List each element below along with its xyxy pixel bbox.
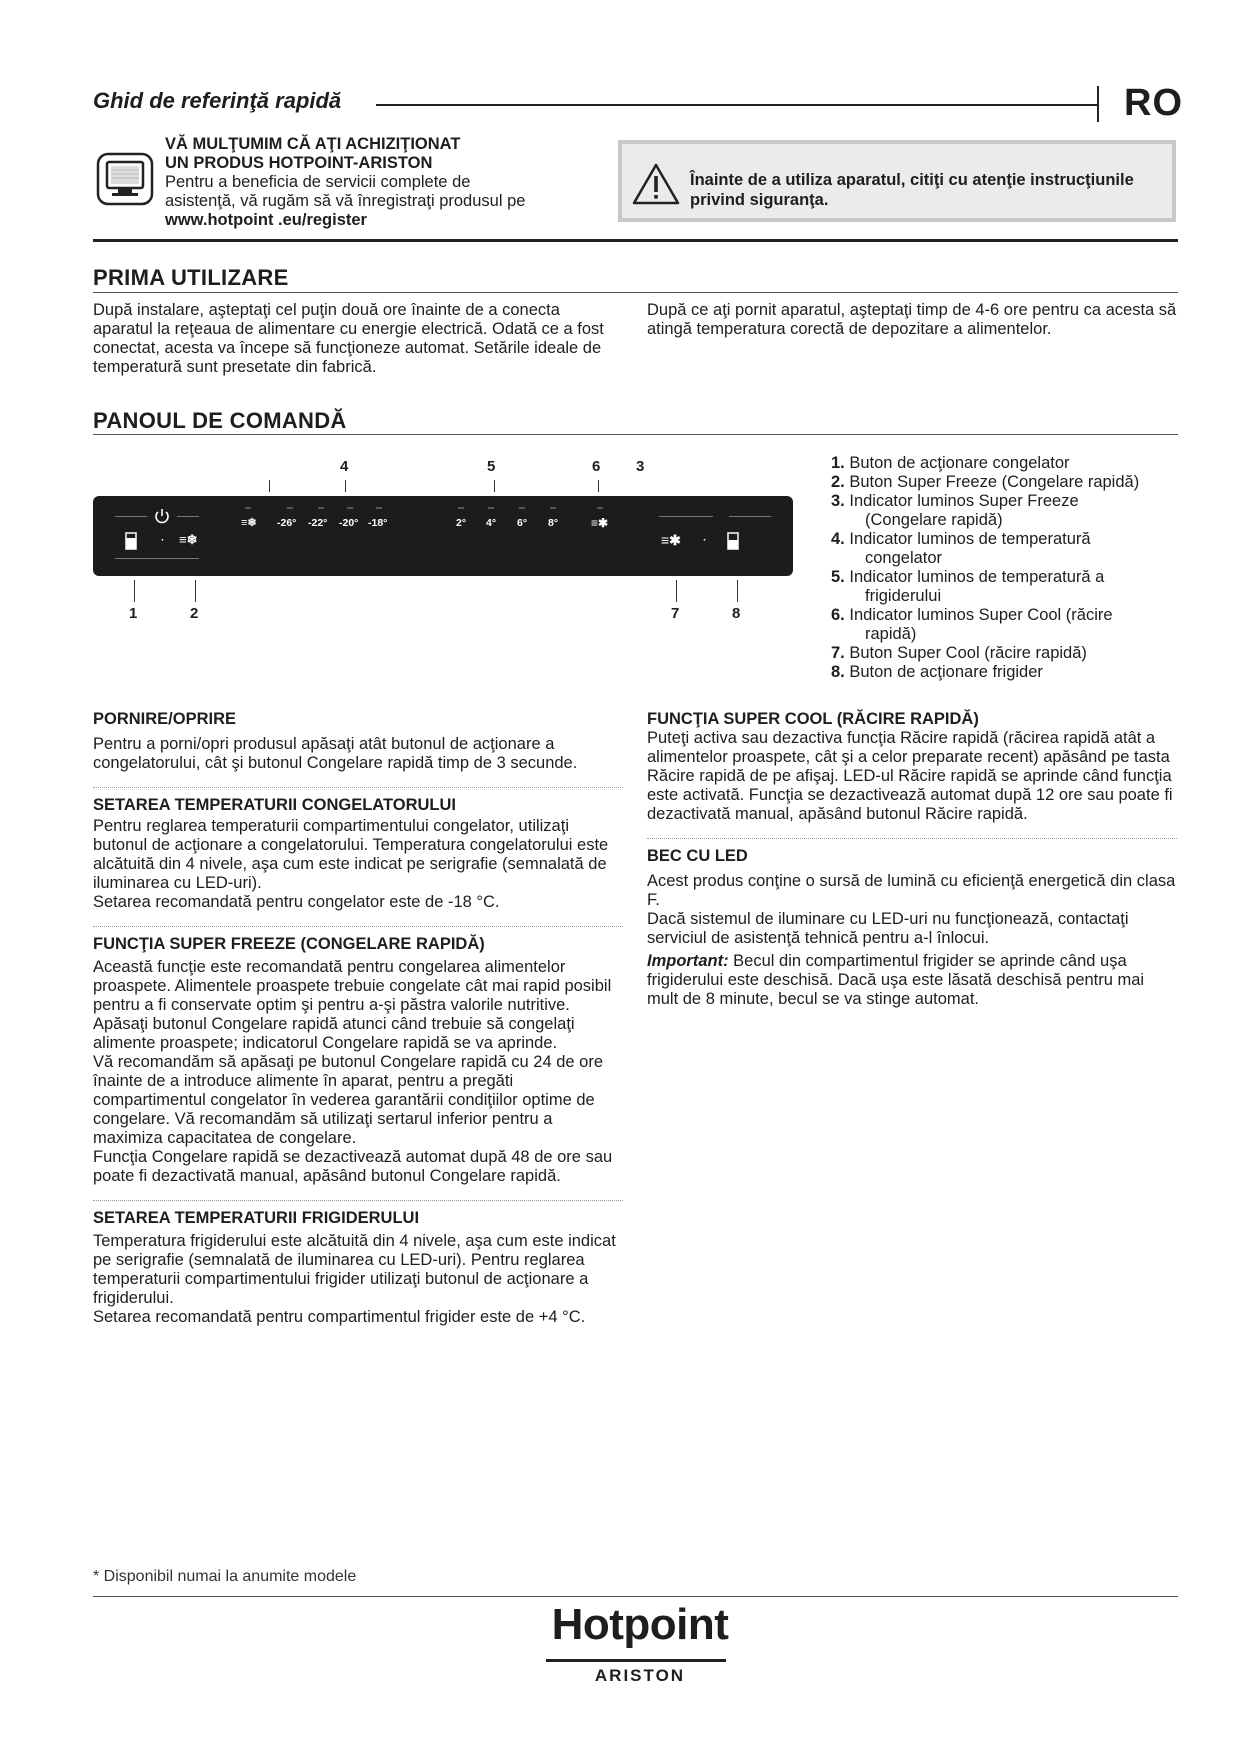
important-text: Becul din compartimentul frigider se aprinde când uşa frigiderului este deschisă. Dacă uşa este lăsată deschisă pentru mai mult de 8 minute, becul se va stinge automat. [647, 952, 1145, 1008]
legend-text: Buton de acţionare frigider [849, 663, 1043, 681]
prima-text-right: După ce aţi pornit aparatul, aşteptaţi timp de 4-6 ore pentru ca acesta să atingă temperatura corectă de depozitare a alimentelor. [647, 301, 1177, 338]
subheading-setare-congelator: SETAREA TEMPERATURII CONGELATORULUI [93, 796, 456, 814]
fridge-temp-level: 8° [548, 517, 559, 529]
monitor-icon [96, 152, 154, 208]
fridge-temp-level: 6° [517, 517, 528, 529]
led-dot [519, 507, 525, 509]
legend-item [831, 454, 1191, 473]
callout-1: 1 [129, 605, 138, 622]
section-rule [93, 292, 1178, 293]
callout-line [676, 580, 677, 602]
led-dot [597, 507, 603, 509]
section-title-panou: PANOUL DE COMANDĂ [93, 408, 347, 433]
legend-number: 4. [831, 530, 845, 548]
callout-8: 8 [732, 605, 741, 622]
super-freeze-p1: Această funcţie este recomandată pentru congelarea alimentelor proaspete. Alimentele proaspete trebuie congelate cât mai rapid posibil pentru a fi conservate optim şi pentru a-şi păstra valorile nutritive. Apăsaţi butonul Congelare rapidă atunci când trebuie să congelaţi alimente proaspete; indicatorul Congelare rapidă se va aprinde. [93, 958, 612, 1052]
safety-warning-text: Înainte de a utiliza aparatul, citiţi cu atenţie instrucţiunile privind siguranţa. [690, 171, 1134, 209]
legend-text: Indicator luminos Super Freeze [849, 492, 1079, 510]
callout-3: 3 [636, 458, 645, 475]
super-freeze-button-icon[interactable]: ≡❄ [179, 532, 198, 547]
right-column [647, 710, 1177, 1009]
header-bottom-rule [93, 239, 1178, 242]
page-title: Ghid de referinţă rapidă [93, 88, 342, 113]
legend-text: Indicator luminos Super Cool (răcire [849, 606, 1113, 624]
led-dot [318, 507, 324, 509]
subheading-super-cool: FUNCŢIA SUPER COOL (RĂCIRE RAPIDĂ) [647, 710, 979, 728]
legend-text: Indicator luminos de temperatură a [849, 568, 1105, 586]
register-text-1: Pentru a beneficia de servicii complete de [165, 173, 471, 191]
ariston-logo-text: ARISTON [594, 1666, 686, 1685]
legend-item [831, 606, 1191, 625]
bec-p2: Dacă sistemul de iluminare cu LED-uri nu funcţionează, contactaţi serviciul de asistenţă tehnică pentru a-l înlocui. [647, 910, 1129, 947]
legend-number: 3. [831, 492, 845, 510]
bec-p1: Acest produs conţine o sursă de lumină cu eficienţă energetică din clasa F. [647, 872, 1176, 909]
led-dot [488, 507, 494, 509]
callout-6: 6 [592, 458, 601, 475]
callout-7: 7 [671, 605, 680, 622]
callout-line [737, 580, 738, 602]
panel-rule [115, 516, 147, 517]
legend-text: Indicator luminos de temperatură [849, 530, 1091, 548]
super-freeze-indicator-icon: ≡❄ [241, 517, 257, 529]
dotted-divider [647, 838, 1177, 839]
led-dot [287, 507, 293, 509]
left-column [93, 710, 623, 1327]
led-dot [347, 507, 353, 509]
legend-item [831, 568, 1191, 587]
super-cool-text: Puteţi activa sau dezactiva funcţia Răcire rapidă (răcirea rapidă atât a alimentelor proaspete, cât şi a celor preparate recent) apăsând pe tasta Răcire rapidă de pe afişaj. LED-ul Răcire rapidă se aprinde când funcţia este activată. Funcţia se dezactivează automat după 12 ore sau poate fi dezactivată manual, apăsând butonul Răcire rapidă. [647, 729, 1173, 823]
warning-triangle-icon [632, 162, 680, 206]
dotted-divider [93, 926, 623, 927]
register-link[interactable]: www.hotpoint .eu/register [165, 211, 367, 229]
bec-important [647, 952, 1177, 1009]
legend-number: 6. [831, 606, 845, 624]
led-dot [550, 507, 556, 509]
legend-item [831, 473, 1191, 492]
legend-number: 7. [831, 644, 845, 662]
setare-congelator-recommend: Setarea recomandată pentru congelator este de -18 °C. [93, 893, 500, 911]
legend-text-cont: (Congelare rapidă) [865, 511, 1003, 529]
led-dot [245, 507, 251, 509]
panel-dot: · [703, 534, 707, 546]
register-text-2: asistenţă, vă rugăm să vă înregistraţi produsul pe [165, 192, 526, 210]
safety-warning-box [618, 140, 1176, 222]
panel-rule [729, 516, 771, 517]
subheading-bec-led: BEC CU LED [647, 847, 748, 865]
super-cool-button-icon[interactable]: ≡✱ [661, 532, 681, 548]
legend-text: Buton Super Cool (răcire rapidă) [849, 644, 1087, 662]
fridge-button-icon[interactable] [727, 532, 739, 555]
panel-rule [177, 516, 199, 517]
subheading-pornire: PORNIRE/OPRIRE [93, 710, 237, 728]
subheading-setare-frigider: SETAREA TEMPERATURII FRIGIDERULUI [93, 1209, 420, 1227]
legend-item [831, 492, 1191, 511]
callout-line [494, 480, 495, 492]
dotted-divider [93, 1200, 623, 1201]
legend-item [831, 644, 1191, 663]
callout-4: 4 [340, 458, 349, 475]
footnote: * Disponibil numai la anumite modele [93, 1568, 357, 1585]
header-divider [1097, 86, 1099, 122]
header-rule [376, 104, 1098, 106]
footer-rule [93, 1596, 1178, 1597]
led-dot [376, 507, 382, 509]
super-freeze-p3: Funcţia Congelare rapidă se dezactivează automat după 48 de ore sau poate fi dezactivată manual, apăsând butonul Congelare rapidă. [93, 1148, 613, 1185]
control-panel-illustration [93, 496, 793, 576]
fridge-temp-level: 2° [456, 517, 467, 529]
important-label: Important: [647, 952, 729, 970]
panel-dot: · [161, 534, 165, 546]
section-title-prima-utilizare: PRIMA UTILIZARE [93, 265, 289, 290]
freezer-temp-level: -18° [368, 517, 388, 529]
legend-number: 8. [831, 663, 845, 681]
callout-line [195, 580, 196, 602]
legend-text-cont: rapidă) [865, 625, 917, 643]
fridge-temp-level: 4° [486, 517, 497, 529]
callout-line [598, 480, 599, 492]
legend-item [831, 663, 1191, 682]
setare-frigider-text: Temperatura frigiderului este alcătuită din 4 nivele, aşa cum este indicat pe serigrafie (semnalată de iluminarea cu LED-uri). Pentru reglarea temperaturii compartimentului frigider utilizaţi butonul de acţionare a frigiderului. [93, 1232, 616, 1307]
super-freeze-p2: Vă recomandăm să apăsaţi pe butonul Congelare rapidă cu 24 de ore înainte de a introduce alimente în aparat, pentru a pregăti compartimentul congelator în vederea garantării condiţiilor optime de congelare. Vă recomandăm să utilizaţi sertarul inferior pentru a maximiza capacitatea de congelare. [93, 1053, 604, 1147]
register-block [165, 135, 545, 230]
legend-number: 5. [831, 568, 845, 586]
freezer-button-icon[interactable] [125, 532, 137, 555]
legend-text-cont: frigiderului [865, 587, 942, 605]
panel-rule [659, 516, 713, 517]
subheading-super-freeze: FUNCŢIA SUPER FREEZE (CONGELARE RAPIDĂ) [93, 935, 485, 953]
freezer-temp-level: -26° [277, 517, 297, 529]
language-code: RO [1124, 82, 1183, 124]
register-heading-1: VĂ MULŢUMIM CĂ AŢI ACHIZIŢIONAT [165, 135, 461, 153]
legend-number: 2. [831, 473, 845, 491]
prima-text-left: După instalare, aşteptaţi cel puţin două ore înainte de a conecta aparatul la reţeaua de alimentare cu energie electrică. Odată ce a fost conectat, acesta va începe să funcţioneze automat. Setările ideale de temperatură sunt presetate din fabrică. [93, 301, 604, 376]
dotted-divider [93, 787, 623, 788]
power-icon [153, 507, 171, 530]
pornire-text: Pentru a porni/opri produsul apăsaţi atât butonul de acţionare a congelatorului, cât şi butonul Congelare rapidă timp de 3 secunde. [93, 735, 578, 772]
legend-item [831, 530, 1191, 549]
panel-legend [831, 454, 1191, 682]
legend-text-cont: congelator [865, 549, 943, 567]
setare-frigider-recommend: Setarea recomandată pentru compartimentul frigider este de +4 °C. [93, 1308, 586, 1326]
callout-line [134, 580, 135, 602]
logo-rule [546, 1659, 726, 1662]
led-dot [458, 507, 464, 509]
panel-rule [115, 558, 199, 559]
callout-5: 5 [487, 458, 496, 475]
callout-line [269, 480, 270, 492]
register-heading-2: UN PRODUS HOTPOINT-ARISTON [165, 154, 433, 172]
callout-line [345, 480, 346, 492]
legend-text: Buton de acţionare congelator [849, 454, 1070, 472]
hotpoint-logo: Hotpoint [551, 1600, 729, 1649]
freezer-temp-level: -22° [308, 517, 328, 529]
setare-congelator-text: Pentru reglarea temperaturii compartimentului congelator, utilizaţi butonul de acţionare a congelatorului. Temperatura congelatorului este alcătuită din 4 nivele, aşa cum este indicat pe serigrafie (semnalată de iluminarea cu LED-uri). [93, 817, 609, 892]
legend-number: 1. [831, 454, 845, 472]
legend-text: Buton Super Freeze (Congelare rapidă) [849, 473, 1140, 491]
freezer-temp-level: -20° [339, 517, 359, 529]
super-cool-indicator-icon: ≡✱ [591, 516, 609, 530]
section-rule [93, 434, 1178, 435]
callout-2: 2 [190, 605, 199, 622]
